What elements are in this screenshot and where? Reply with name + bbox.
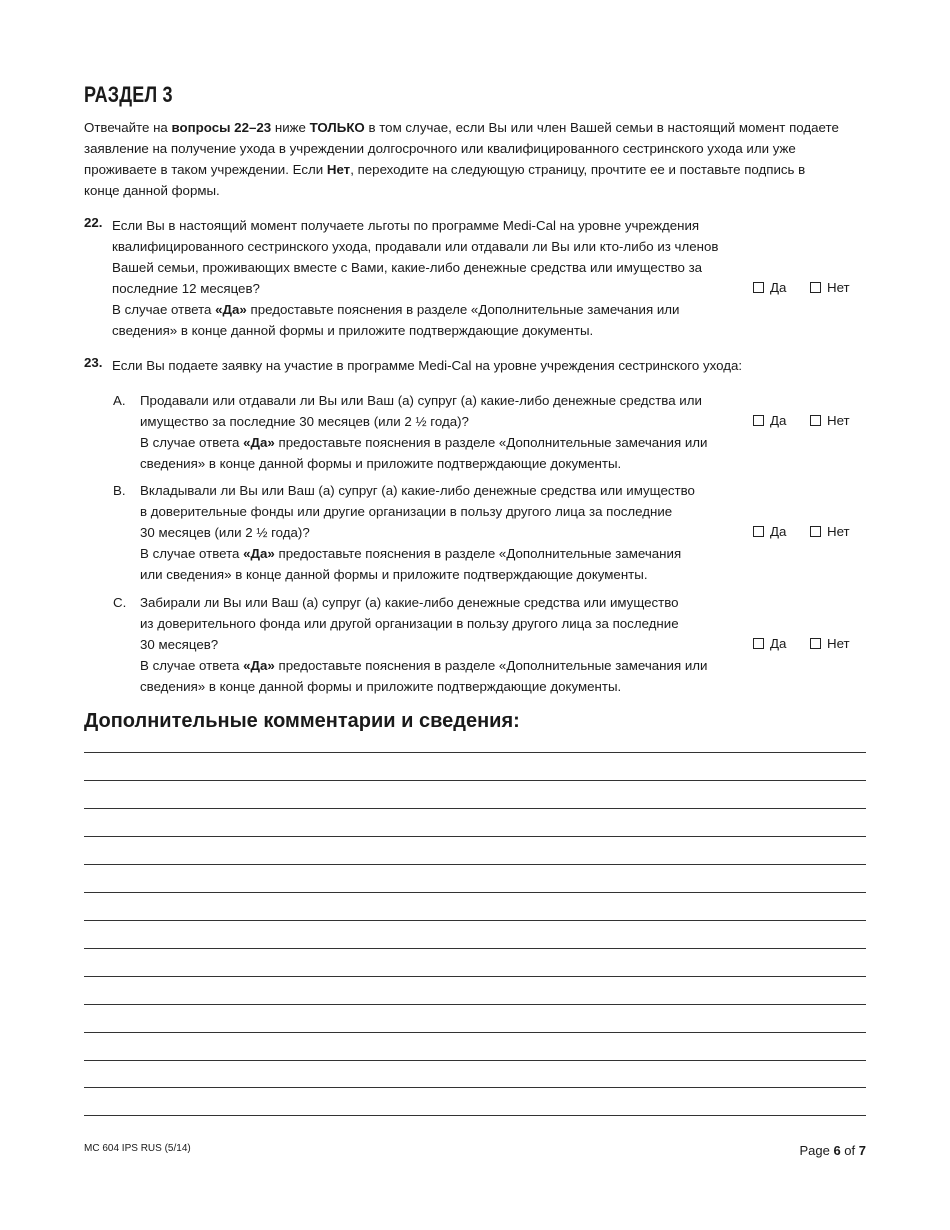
comment-line[interactable] [84, 752, 866, 753]
q23b-yes-checkbox[interactable] [753, 526, 764, 537]
comment-line[interactable] [84, 976, 866, 977]
section-title: РАЗДЕЛ 3 [84, 82, 173, 107]
form-id: MC 604 IPS RUS (5/14) [84, 1143, 191, 1154]
q23b-yes-option[interactable]: Да [753, 524, 786, 539]
q23a-no-option[interactable]: Нет [810, 413, 850, 428]
question-23-text: Если Вы подаете заявку на участие в программе Medi-Cal на уровне учреждения сестринского ухода: [112, 358, 743, 373]
q22-no-checkbox[interactable] [810, 282, 821, 293]
comment-line[interactable] [84, 948, 866, 949]
question-23-number: 23. [84, 355, 103, 370]
q23b-no-checkbox[interactable] [810, 526, 821, 537]
q23c-yes-option[interactable]: Да [753, 636, 786, 651]
q23c-no-option[interactable]: Нет [810, 636, 850, 651]
q23b-letter: B. [113, 483, 126, 498]
comment-line[interactable] [84, 892, 866, 893]
comment-line[interactable] [84, 808, 866, 809]
q23c-no-checkbox[interactable] [810, 638, 821, 649]
q22-yes-checkbox[interactable] [753, 282, 764, 293]
q23b-no-option[interactable]: Нет [810, 524, 850, 539]
q23a-yes-checkbox[interactable] [753, 415, 764, 426]
comment-line[interactable] [84, 864, 866, 865]
q23c-text: Забирали ли Вы или Ваш (а) супруг (а) какие-либо денежные средства или имущество из доверительного фонда или другой организации в пользу другого лица за последние 30 месяцев? В случае ответа «Да» предоставьте пояснения в разделе «Дополнительные замечания или сведения» в конце данной формы и приложите подтверждающие документы. [140, 595, 708, 694]
comment-line[interactable] [84, 1004, 866, 1005]
intro-paragraph: Отвечайте на вопросы 22–23 ниже ТОЛЬКО в том случае, если Вы или член Вашей семьи в настоящий момент подаете заявление на получение ухода в учреждении долгосрочного или квалифицированного сестринского ухода или уже проживаете в таком учреждении. Если Нет, переходите на следующую страницу, прочтите ее и поставьте подпись в конце данной формы. [84, 120, 839, 198]
comment-line[interactable] [84, 1087, 866, 1088]
comment-line[interactable] [84, 920, 866, 921]
comment-line[interactable] [84, 1032, 866, 1033]
comment-line[interactable] [84, 836, 866, 837]
q23a-text: Продавали или отдавали ли Вы или Ваш (а) супруг (а) какие-либо денежные средства или имущество за последние 30 месяцев (или 2 ½ года)? В случае ответа «Да» предоставьте пояснения в разделе «Дополнительные замечания или сведения» в конце данной формы и приложите подтверждающие документы. [140, 393, 708, 471]
q23b-text: Вкладывали ли Вы или Ваш (а) супруг (а) какие-либо денежные средства или имущество в доверительные фонды или другие организации в пользу другого лица за последние 30 месяцев (или 2 ½ года)? В случае ответа «Да» предоставьте пояснения в разделе «Дополнительные замечания или сведения» в конце данной формы и приложите подтверждающие документы. [140, 483, 695, 582]
q22-no-option[interactable]: Нет [810, 280, 850, 295]
comment-line[interactable] [84, 780, 866, 781]
q23a-letter: A. [113, 393, 126, 408]
q23a-yes-option[interactable]: Да [753, 413, 786, 428]
q23c-yes-checkbox[interactable] [753, 638, 764, 649]
q22-yes-option[interactable]: Да [753, 280, 786, 295]
comment-line[interactable] [84, 1060, 866, 1061]
page-number: Page 6 of 7 [799, 1143, 866, 1158]
question-22-number: 22. [84, 215, 103, 230]
q23a-no-checkbox[interactable] [810, 415, 821, 426]
question-22-text: Если Вы в настоящий момент получаете льготы по программе Medi-Cal на уровне учреждения квалифицированного сестринского ухода, продавали или отдавали ли Вы или кто-либо из членов Вашей семьи, проживающих вместе с Вами, какие-либо денежные средства или имущество за последние 12 месяцев? В случае ответа «Да» предоставьте пояснения в разделе «Дополнительные замечания или сведения» в конце данной формы и приложите подтверждающие документы. [112, 218, 719, 338]
comments-heading: Дополнительные комментарии и сведения: [84, 710, 520, 732]
comment-line[interactable] [84, 1115, 866, 1116]
q23c-letter: C. [113, 595, 127, 610]
